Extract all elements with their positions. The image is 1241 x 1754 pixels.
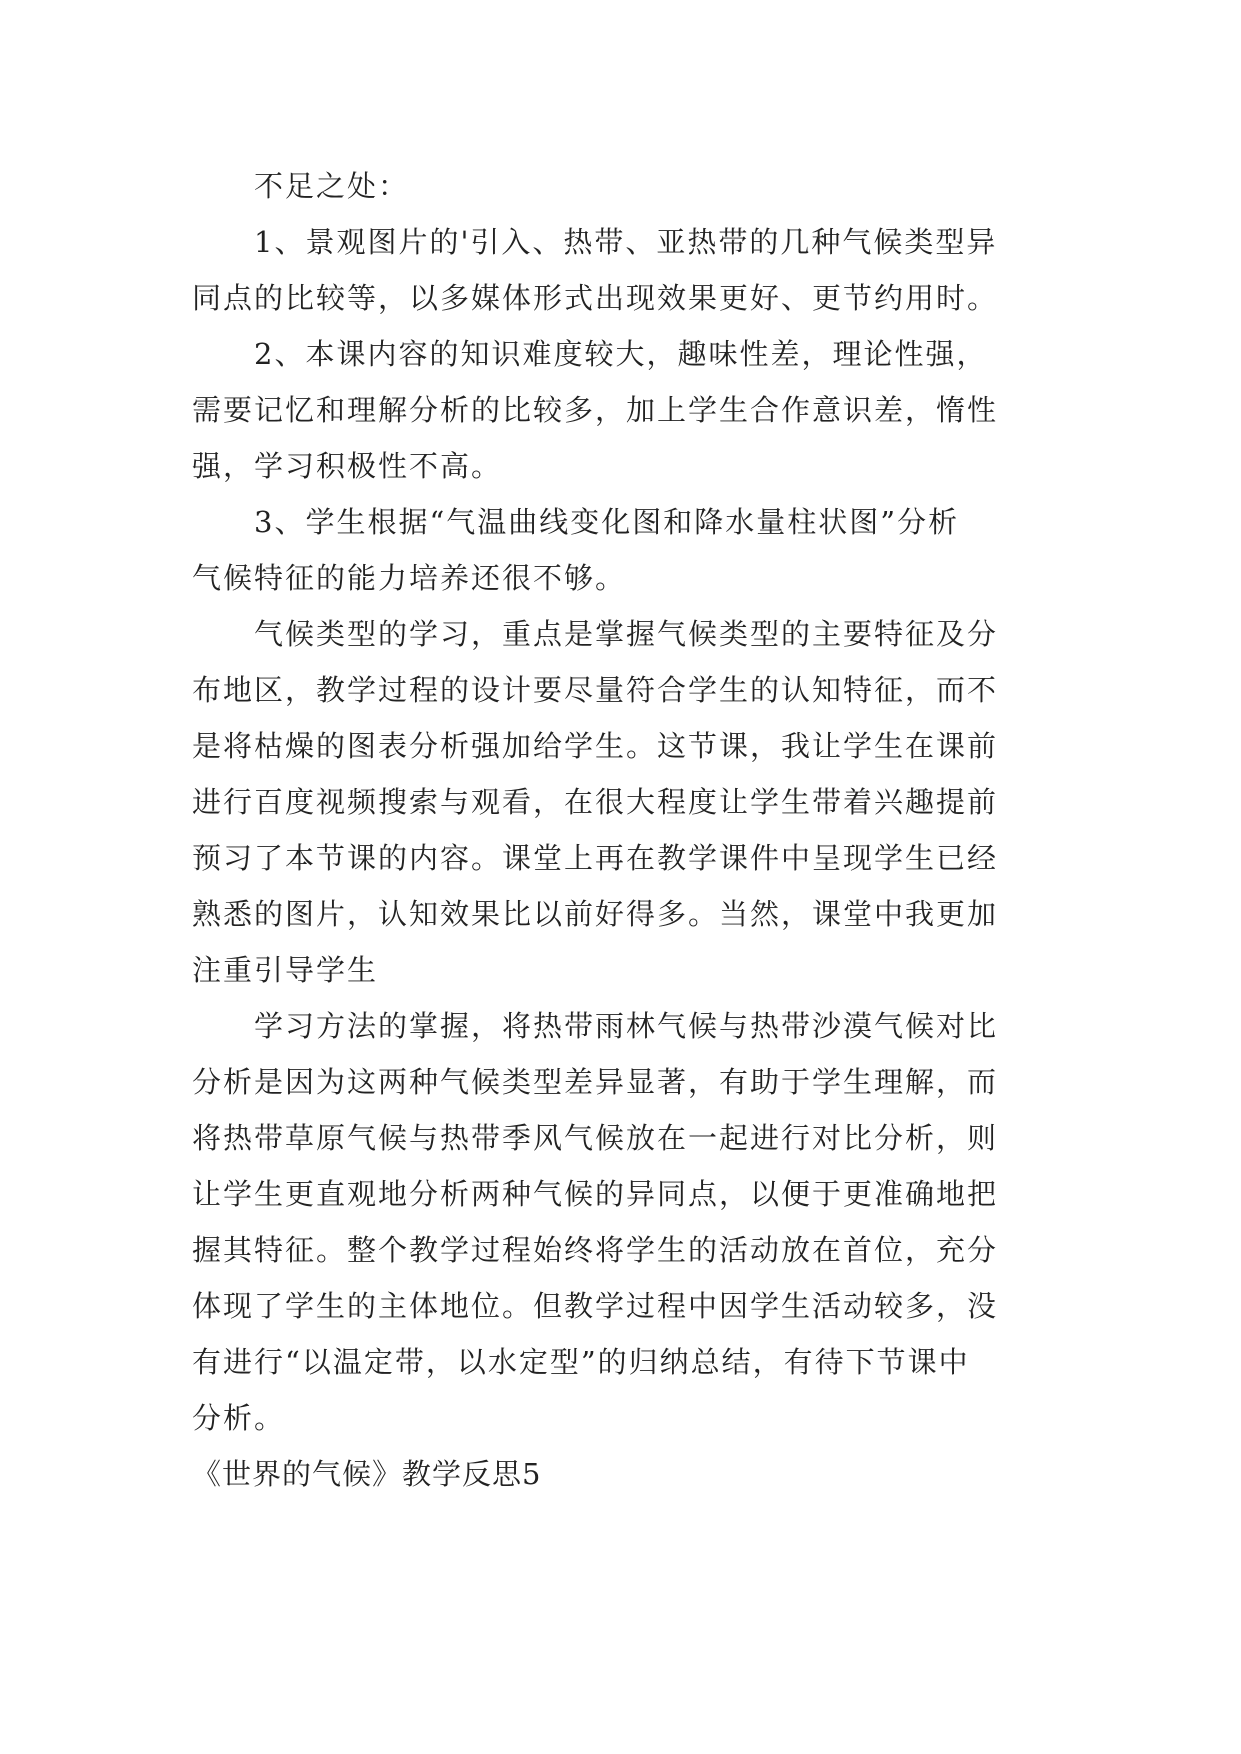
text-line: 预习了本节课的内容。课堂上再在教学课件中呈现学生已经	[192, 841, 999, 875]
text-line: 进行百度视频搜索与观看，在很大程度让学生带着兴趣提前	[192, 785, 999, 819]
text-line: 需要记忆和理解分析的比较多，加上学生合作意识差，惰性	[192, 393, 999, 427]
text-line: 布地区，教学过程的设计要尽量符合学生的认知特征，而不	[192, 673, 999, 707]
text-line: 握其特征。整个教学过程始终将学生的活动放在首位，充分	[192, 1233, 999, 1267]
text-line: 强，学习积极性不高。	[192, 449, 503, 483]
text-line: 不足之处：	[254, 169, 410, 203]
text-line: 让学生更直观地分析两种气候的异同点，以便于更准确地把	[192, 1177, 999, 1211]
text-line: 同点的比较等，以多媒体形式出现效果更好、更节约用时。	[192, 281, 999, 315]
text-line: 2、本课内容的知识难度较大，趣味性差，理论性强，	[254, 337, 988, 371]
section-heading: 《世界的气候》教学反思5	[192, 1457, 542, 1491]
text-line: 3、学生根据“气温曲线变化图和降水量柱状图”分析	[254, 505, 960, 539]
text-line: 气候特征的能力培养还很不够。	[192, 561, 627, 595]
text-line: 熟悉的图片，认知效果比以前好得多。当然，课堂中我更加	[192, 897, 999, 931]
text-line: 分析是因为这两种气候类型差异显著，有助于学生理解，而	[192, 1065, 999, 1099]
document-page	[192, 158, 1052, 1502]
text-line: 分析。	[192, 1401, 286, 1435]
text-line: 气候类型的学习，重点是掌握气候类型的主要特征及分	[254, 617, 999, 651]
text-line: 将热带草原气候与热带季风气候放在一起进行对比分析，则	[192, 1121, 999, 1155]
text-line: 是将枯燥的图表分析强加给学生。这节课，我让学生在课前	[192, 729, 999, 763]
text-line: 注重引导学生	[192, 953, 379, 987]
text-line: 有进行“以温定带，以水定型”的归纳总结，有待下节课中	[192, 1345, 970, 1379]
text-line: 学习方法的掌握，将热带雨林气候与热带沙漠气候对比	[254, 1009, 999, 1043]
text-line: 体现了学生的主体地位。但教学过程中因学生活动较多，没	[192, 1289, 999, 1323]
text-line: 1、景观图片的'引入、热带、亚热带的几种气候类型异	[254, 225, 998, 259]
